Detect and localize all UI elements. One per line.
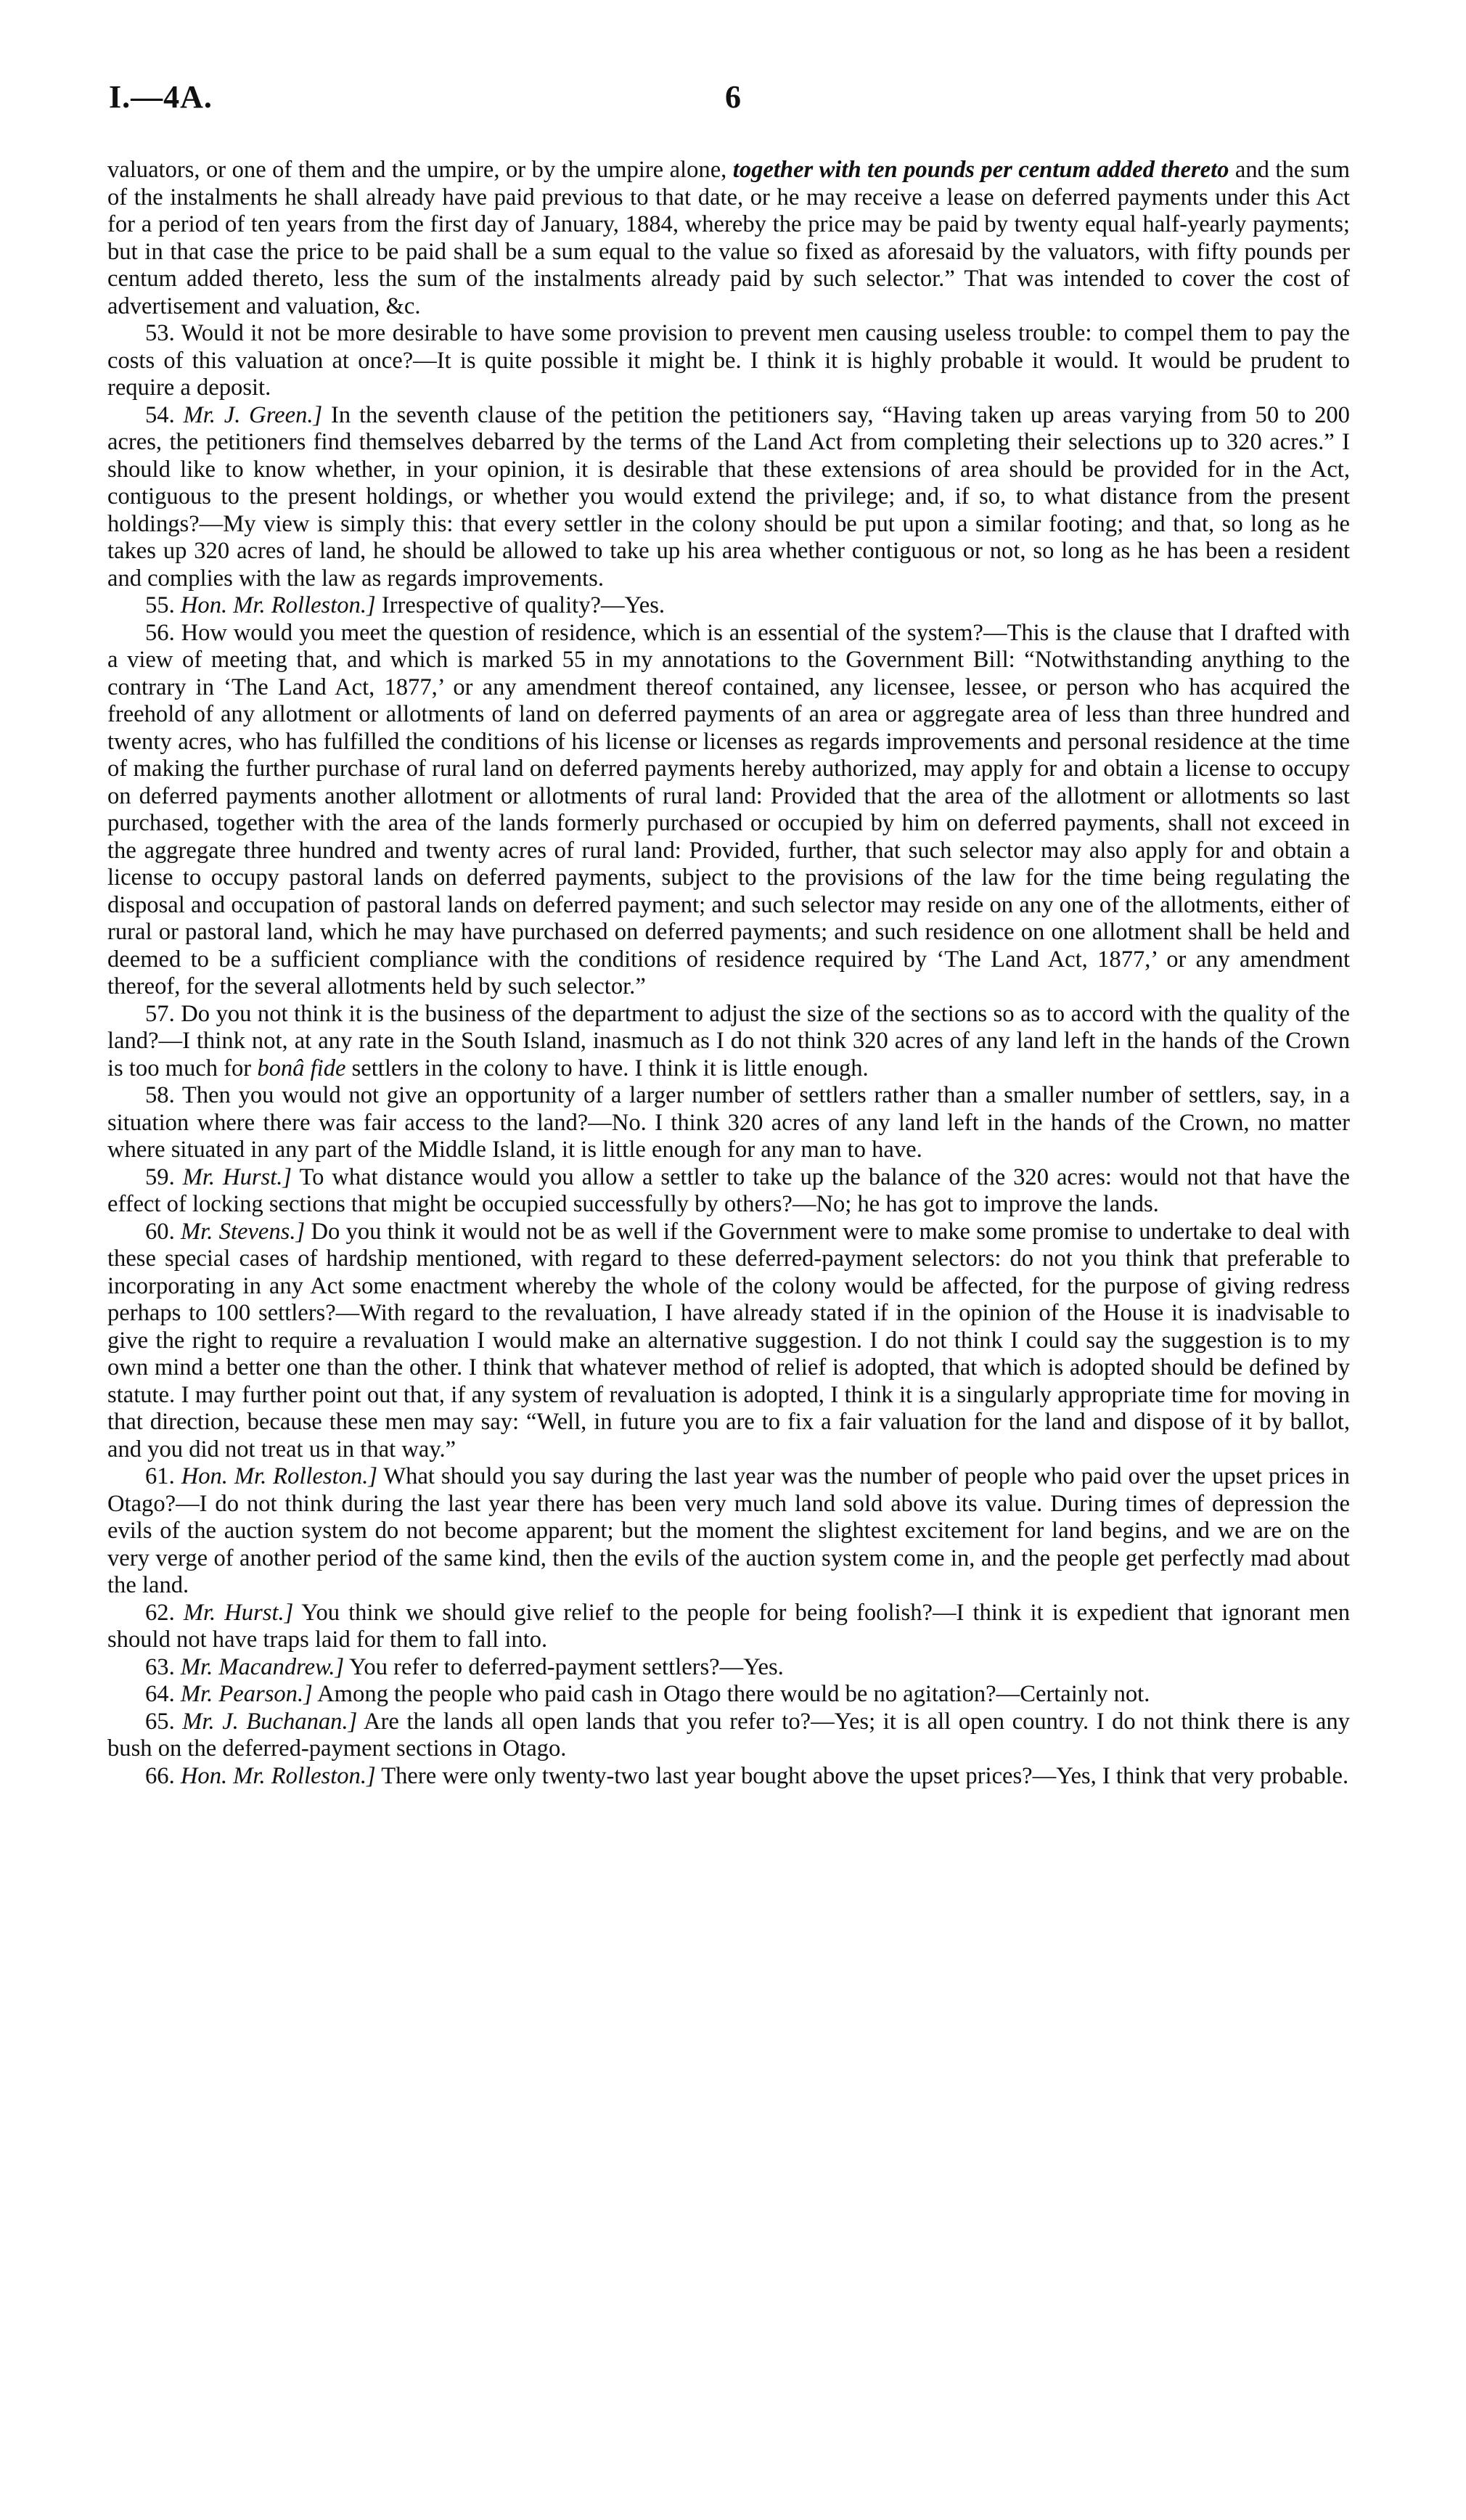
text-segment: bonâ fide xyxy=(257,1055,346,1081)
question-number: 61. xyxy=(145,1463,175,1489)
question-paragraph xyxy=(107,1600,1350,1654)
question-paragraph xyxy=(107,1681,1350,1709)
speaker-name: Mr. Stevens.] xyxy=(181,1218,306,1245)
question-number: 66. xyxy=(145,1762,175,1789)
question-number: 64. xyxy=(145,1681,175,1707)
speaker-name: Mr. Hurst.] xyxy=(183,1599,294,1626)
speaker-name: Mr. J. Buchanan.] xyxy=(182,1708,358,1735)
text-segment: You think we should give relief to the people for being foolish?—I think it is expedient that ignorant men should not have traps laid for them to fall into. xyxy=(107,1599,1350,1653)
text-segment: Among the people who paid cash in Otago there would be no agitation?—Certainly not. xyxy=(317,1681,1150,1707)
question-paragraph xyxy=(107,1219,1350,1464)
text-segment: settlers in the colony to have. I think it is little enough. xyxy=(345,1055,869,1081)
text-segment: Do you not think it is the business of the department to adjust the size of the sections so as to accord with the quality of the land?—I think not, at any rate in the South Island, inasmuch as I do not think 320 acres of any land left in the hands of the Crown is too much for xyxy=(107,1000,1350,1081)
speaker-name: Hon. Mr. Rolleston.] xyxy=(180,592,376,618)
question-paragraph xyxy=(107,320,1350,402)
text-segment: and the sum of the instalments he shall already have paid previous to that date, or he may receive a lease on deferred payments under this Act for a period of ten years from the first day of January, 1884, whereby the price may be paid by twenty equal half-yearly payments; but in that case the price to be paid shall be a sum equal to the value so fixed as aforesaid by the valuators, with fifty pounds per centum added thereto, less the sum of the instalments already paid by such selector.” That was intended to cover the cost of advertisement and valuation, &c. xyxy=(107,157,1350,319)
question-paragraph xyxy=(107,157,1350,320)
page-header xyxy=(0,78,1466,122)
speaker-name: Mr. Macandrew.] xyxy=(180,1653,345,1680)
question-paragraph xyxy=(107,1001,1350,1083)
question-paragraph xyxy=(107,1164,1350,1219)
question-number: 57. xyxy=(145,1000,175,1027)
page-number: 6 xyxy=(725,79,741,115)
question-paragraph xyxy=(107,1654,1350,1682)
question-paragraph xyxy=(107,1082,1350,1164)
speaker-name: Hon. Mr. Rolleston.] xyxy=(180,1762,376,1789)
text-segment: Then you would not give an opportunity of a larger number of settlers rather than a smaller number of settlers, say, in a situation where there was fair access to the land?—No. I think 320 acres of any land left in the hands of the Crown, no matter where situated in any part of the Middle Island, it is little enough for any man to have. xyxy=(107,1082,1350,1163)
text-segment: together with ten pounds per centum added thereto xyxy=(732,157,1229,183)
question-number: 63. xyxy=(145,1653,175,1680)
text-segment: Would it not be more desirable to have some provision to prevent men causing useless trouble: to compel them to pay the costs of this valuation at once?—It is quite possible it might be. I think it is highly probable it would. It would be prudent to require a deposit. xyxy=(107,320,1350,401)
text-segment: There were only twenty-two last year bought above the upset prices?—Yes, I think that very probable. xyxy=(381,1762,1349,1789)
question-number: 65. xyxy=(145,1708,175,1735)
text-segment: valuators, or one of them and the umpire, or by the umpire alone, xyxy=(107,157,733,183)
text-segment: You refer to deferred-payment settlers?—Yes. xyxy=(349,1653,784,1680)
question-paragraph xyxy=(107,620,1350,1001)
question-number: 53. xyxy=(145,320,175,346)
question-paragraph xyxy=(107,1709,1350,1763)
document-code: I.—4A. xyxy=(109,79,213,115)
question-number: 58. xyxy=(145,1082,175,1108)
question-number: 62. xyxy=(145,1599,175,1626)
question-paragraph xyxy=(107,402,1350,593)
question-number: 60. xyxy=(145,1218,175,1245)
evidence-text xyxy=(107,157,1350,1790)
text-segment: Irrespective of quality?—Yes. xyxy=(381,592,666,618)
speaker-name: Mr. Hurst.] xyxy=(182,1163,292,1190)
question-number: 55. xyxy=(145,592,175,618)
text-segment: What should you say during the last year was the number of people who paid over the upset prices in Otago?—I do not think during the last year there has been very much land sold above its value. During times of depression the evils of the auction system do not become apparent; but the moment the slightest excitement for land begins, and we are on the very verge of another period of the same kind, then the evils of the auction system come in, and the people get perfectly mad about the land. xyxy=(107,1463,1350,1598)
text-segment: To what distance would you allow a settler to take up the balance of the 320 acres: would not that have the effect of locking sections that might be occupied successfully by others?—No; he has got to improve the lands. xyxy=(107,1163,1351,1217)
speaker-name: Hon. Mr. Rolleston.] xyxy=(181,1463,378,1489)
text-segment: Are the lands all open lands that you refer to?—Yes; it is all open country. I do not think there is any bush on the deferred-payment sections in Otago. xyxy=(107,1708,1350,1762)
speaker-name: Mr. Pearson.] xyxy=(180,1681,313,1707)
question-number: 56. xyxy=(145,619,175,646)
text-segment: How would you meet the question of residence, which is an essential of the system?—This is the clause that I drafted with a view of meeting that, and which is marked 55 in my annotations to the Government Bill: “Notwithstanding anything to the contrary in ‘The Land Act, 1877,’ or any amendment thereof contained, any licensee, lessee, or person who has acquired the freehold of any allotment or allotments of land on deferred payments of an area or aggregate area of less than three hundred and twenty acres, who has fulfilled the conditions of his license or licenses as regards improvements and personal residence at the time of making the further purchase of rural land on deferred payments hereby authorized, may apply for and obtain a license to occupy on deferred payments another allotment or allotments of rural land: Provided that the area of the allotment or allotments so last purchased, together with the area of the lands formerly purchased or occupied by him on deferred payments, shall not exceed in the aggregate three hundred and twenty acres of rural land: Provided, further, that such selector may also apply for and obtain a license to occupy pastoral lands on deferred payments, subject to the provisions of the law for the time being regulating the disposal and occupation of pastoral lands on deferred payment; and such selector may reside on any one of the allotments, either of rural or pastoral land, which he may have purchased on deferred payments; and such residence on one allotment shall be held and deemed to be a sufficient compliance with the conditions of residence required by ‘The Land Act, 1877,’ or any amendment thereof, for the several allotments held by such selector.” xyxy=(107,619,1350,999)
text-segment: Do you think it would not be as well if the Government were to make some promise to undertake to deal with these special cases of hardship mentioned, with regard to these deferred-payment selectors: do not you think that preferable to incorporating in any Act some enactment whereby the whole of the colony would be affected, for the purpose of giving redress perhaps to 100 settlers?—With regard to the revaluation, I have already stated if in the opinion of the House it is inadvisable to give the right to require a revaluation I would make an alternative suggestion. I do not think I could say the suggestion is to my own mind a better one than the other. I think that whatever method of relief is adopted, that which is adopted should be defined by statute. I may further point out that, if any system of revaluation is adopted, I think it is a singularly appropriate time for moving in that direction, because these men may say: “Well, in future you are to fix a fair valuation for the land and dispose of it by ballot, and you did not treat us in that way.” xyxy=(107,1218,1350,1462)
question-paragraph xyxy=(107,1763,1350,1791)
speaker-name: Mr. J. Green.] xyxy=(183,401,323,428)
text-segment: In the seventh clause of the petition the petitioners say, “Having taken up areas varying from 50 to 200 acres, the petitioners find themselves debarred by the terms of the Land Act from completing their selections up to 320 acres.” I should like to know whether, in your opinion, it is desirable that these extensions of area should be provided for in the Act, contiguous to the present holdings, or whether you would extend the privilege; and, if so, to what distance from the present holdings?—My view is simply this: that every settler in the colony should be put upon a similar footing; and that, so long as he takes up 320 acres of land, he should be allowed to take up his area whether contiguous or not, so long as he has been a resident and complies with the law as regards improvements. xyxy=(107,401,1350,592)
question-paragraph xyxy=(107,1463,1350,1600)
question-number: 59. xyxy=(145,1163,175,1190)
question-paragraph xyxy=(107,592,1350,620)
question-number: 54. xyxy=(145,401,175,428)
